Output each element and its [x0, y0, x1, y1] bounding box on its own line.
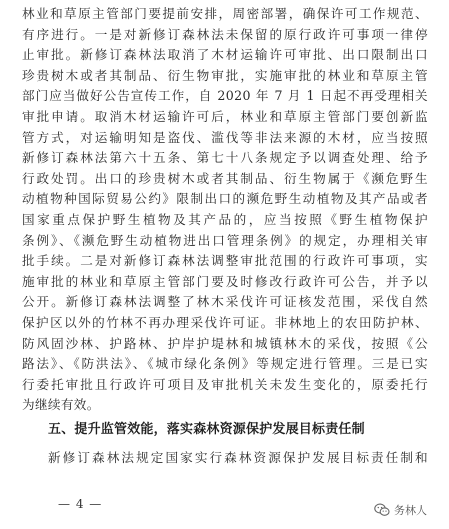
body-line: 为继续有效。 — [22, 397, 100, 413]
body-line: 新修订森林法第六十五条、第七十八条规定予以调查处理、给予 — [22, 150, 428, 166]
body-line: 有序进行。一是对新修订森林法未保留的原行政许可事项一律停 — [22, 26, 428, 42]
body-line: 行政处罚。出口的珍贵树木或者其制品、衍生物属于《濒危野生 — [22, 170, 428, 186]
body-line: 公开。新修订森林法调整了林木采伐许可证核发范围，采伐自然 — [22, 294, 428, 310]
body-line: 新修订森林法规定国家实行森林资源保护发展目标责任制和 — [48, 450, 428, 465]
body-line: 珍贵树木或者其制品、衍生物审批，实施审批的林业和草原主管 — [22, 67, 428, 83]
body-line: 路法》、《防洪法》、《城市绿化条例》等规定进行管理。三是已实 — [22, 356, 428, 372]
page-number: — 4 — — [58, 497, 103, 511]
watermark-text: 务林人 — [394, 504, 427, 517]
body-line: 行委托审批且行政许可项目及审批机关未发生变化的，原委托行 — [22, 376, 428, 392]
watermark — [374, 502, 427, 518]
body-line: 条例》、《濒危野生动植物进出口管理条例》的规定，办理相关审 — [22, 232, 428, 248]
body-line: 国家重点保护野生植物及其产品的，应当按照《野生植物保护 — [22, 212, 428, 227]
body-line: 管方式，对运输明知是盗伐、滥伐等非法来源的木材，应当按照 — [22, 129, 428, 145]
section-heading: 五、提升监管效能，落实森林资源保护发展目标责任制 — [48, 422, 365, 437]
body-line: 施审批的林业和草原主管部门要及时修改行政许可公告，并予以 — [22, 273, 428, 289]
body-line: 部门应当做好公告宣传工作，自 2020 年 7 月 1 日起不再受理相关 — [22, 88, 428, 104]
body-line: 批手续。二是对新修订森林法调整审批范围的行政许可事项，实 — [22, 253, 428, 269]
body-line: 林业和草原主管部门要提前安排，周密部署，确保许可工作规范、 — [22, 6, 428, 21]
body-line: 动植物种国际贸易公约》限制出口的濒危野生动植物及其产品或者 — [22, 191, 428, 207]
body-line: 审批申请。取消木材运输许可后，林业和草原主管部门要创新监 — [22, 109, 428, 124]
body-line: 保护区以外的竹林不再办理采伐许可证。非林地上的农田防护林、 — [22, 315, 428, 330]
body-line: 防风固沙林、护路林、护岸护堤林和城镇林木的采伐，按照《公 — [22, 335, 428, 351]
wechat-icon — [374, 503, 390, 517]
body-line: 止审批。新修订森林法取消了木材运输许可审批、出口限制出口 — [22, 47, 428, 63]
